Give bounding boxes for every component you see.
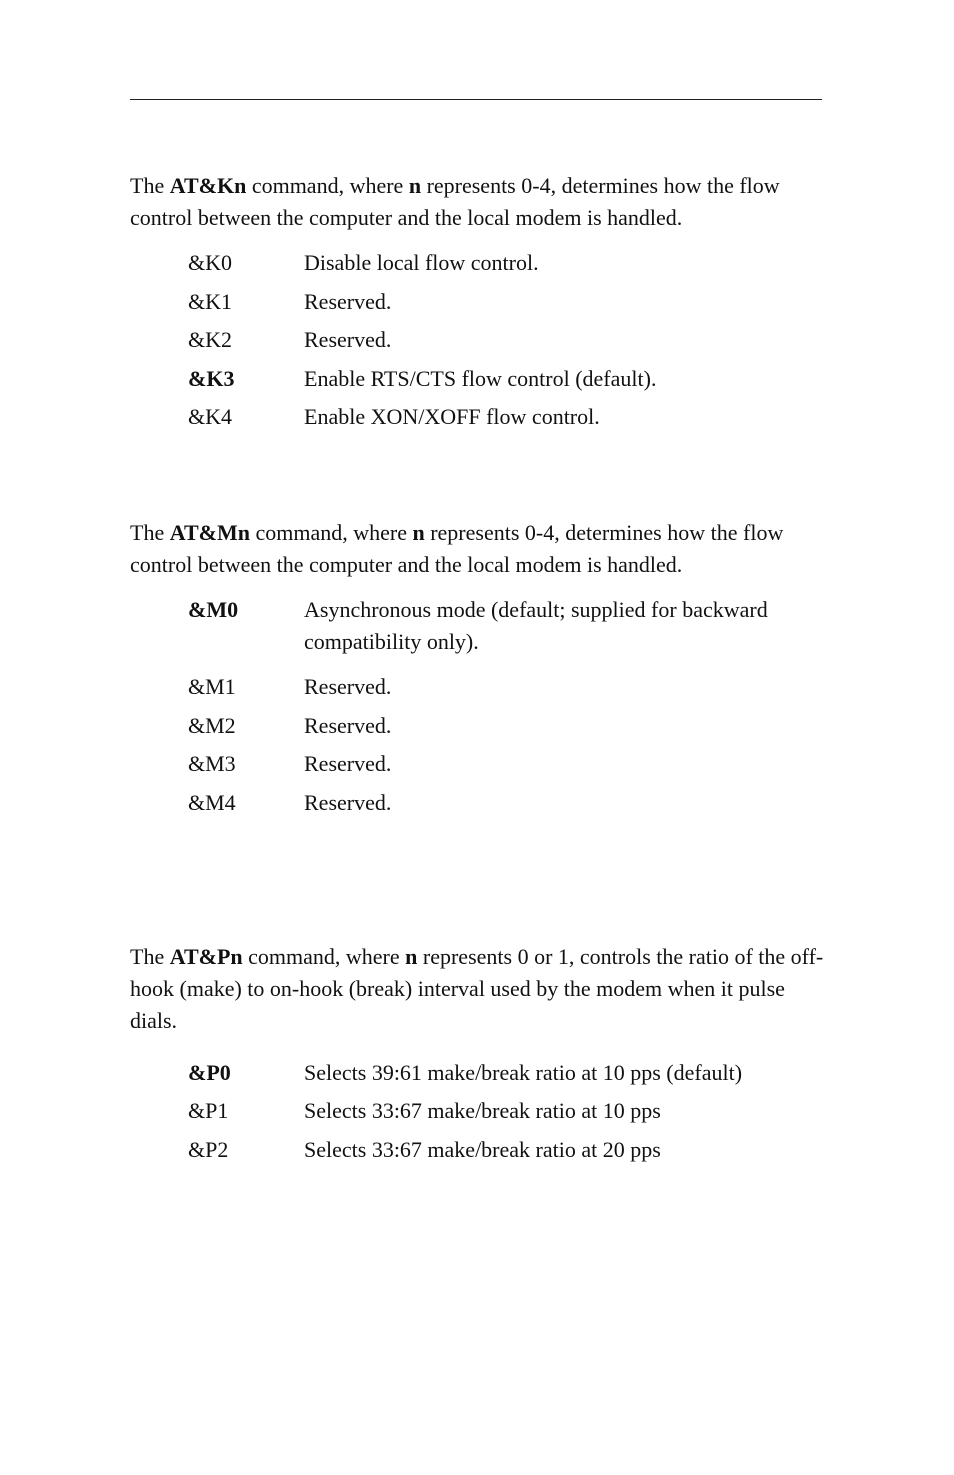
header-rule [130,99,822,100]
option-code: &K4 [188,404,232,429]
atk-intro-paragraph: The AT&Kn command, where n represents 0-4, determines how the flow control between the computer and the local modem is handled. [130,173,780,230]
atp-intro-paragraph: The AT&Pn command, where n represents 0 or 1, controls the ratio of the off-hook (make) to on-hook (break) interval used by the modem when it pulse dials. [130,944,824,1033]
option-description: Selects 33:67 make/break ratio at 10 pps [304,1098,661,1123]
option-description: Reserved. [304,751,392,776]
option-code: &P2 [188,1137,229,1162]
atm-param-n: n [412,520,425,545]
atk-command-name: AT&Kn [169,173,247,198]
option-code: &K2 [188,327,232,352]
option-description: Reserved. [304,674,392,699]
option-code: &P1 [188,1098,229,1123]
option-description: Enable RTS/CTS flow control (default). [304,366,657,391]
option-description: Selects 33:67 make/break ratio at 20 pps [304,1137,661,1162]
atp-param-n: n [405,944,418,969]
atk-param-n: n [408,173,422,198]
option-description: Disable local flow control. [304,250,539,275]
atp-command-name: AT&Pn [169,944,243,969]
option-description: Enable XON/XOFF flow control. [304,404,600,429]
option-code: &M1 [188,674,236,699]
option-code-default: &P0 [188,1060,231,1085]
option-code: &M2 [188,713,236,738]
atm-intro-paragraph: The AT&Mn command, where n represents 0-4, determines how the flow control between the computer and the local modem is handled. [130,520,784,577]
option-code-default: &M0 [188,597,239,622]
atm-command-name: AT&Mn [169,520,250,545]
option-code: &K0 [188,250,232,275]
option-code: &K1 [188,289,232,314]
option-code: &M3 [188,751,236,776]
option-code: &M4 [188,790,236,815]
option-code-default: &K3 [188,366,235,391]
option-description: Asynchronous mode (default; supplied for backward compatibility only). [304,597,768,654]
option-description: Selects 39:61 make/break ratio at 10 pps (default) [304,1060,743,1085]
option-description: Reserved. [304,289,392,314]
option-description: Reserved. [304,790,392,815]
option-description: Reserved. [304,713,392,738]
option-description: Reserved. [304,327,392,352]
